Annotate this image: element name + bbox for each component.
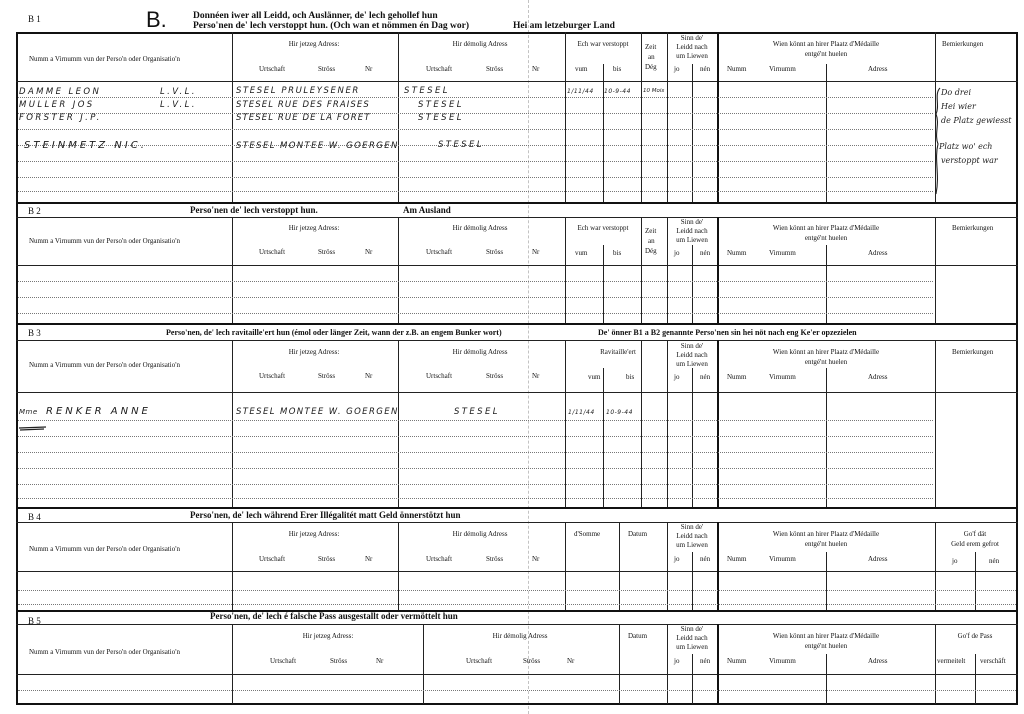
b5-top <box>16 610 1018 612</box>
b5-col-sinn: Sinn de' <box>680 625 704 633</box>
b5-col-name: Numm a Virnumm vun der Perso'n oder Organisatio'n <box>29 648 180 656</box>
b4-col-current-addr: Hir jetzeg Adress: <box>288 530 340 538</box>
b1-row1-old: STESEL <box>404 86 450 96</box>
form-title-location: Hei am letzeburger Land <box>513 21 615 31</box>
b4-col-sinn: Sinn de' <box>680 523 704 531</box>
b3-col-nen: nén <box>700 373 711 381</box>
b3-col-former-addr: Hir démolig Adress <box>452 348 508 356</box>
b1-row4-old: STESEL <box>438 140 484 150</box>
b1-col-virnumm: Virnumm <box>769 65 796 73</box>
b5-col-jo: jo <box>674 657 680 665</box>
b3-col-virnumm: Virnumm <box>769 373 796 381</box>
b4-col-gof: Go'f dät <box>963 530 987 538</box>
b1-col-name: Numm a Virnumm vun der Perso'n oder Organisatio'n <box>29 55 180 63</box>
b2-col-jo: jo <box>674 249 680 257</box>
b5-col-urtschaft: Urtschaft <box>270 657 297 665</box>
section-label-b2: B 2 <box>28 206 41 216</box>
b1-row4-name: STEINMETZ NIC. <box>24 140 147 151</box>
b2-col-hidden: Ech war verstoppt <box>577 224 629 232</box>
b4-col-name: Numm a Virnumm vun der Perso'n oder Organisatio'n <box>29 545 180 553</box>
b2-col-zeit: Zeit <box>645 227 657 235</box>
b3-col-bis: bis <box>626 373 635 381</box>
b5-col-adress: Adress <box>868 657 888 665</box>
b2-top <box>16 202 1018 204</box>
b4-col-numm: Numm <box>727 555 747 563</box>
b1-col-nr: Nr <box>365 65 373 73</box>
b1-col-zeit-deg: Dég <box>645 63 657 71</box>
b5-col-liewen: um Liewen <box>676 643 708 651</box>
b3-col-sinn: Sinn de' <box>680 342 704 350</box>
b2-col-name: Numm a Virnumm vun der Perso'n oder Organisatio'n <box>29 237 180 245</box>
b1-col-medal2: entgé'nt huelen <box>804 50 848 58</box>
b4-col-nr: Nr <box>365 555 373 563</box>
b5-col-nen: nén <box>700 657 711 665</box>
b5-col-vermeitelt: vermeitelt <box>937 657 966 665</box>
b1-top <box>16 32 1018 34</box>
b2-col-sinn: Sinn de' <box>680 218 704 226</box>
b3-row1-name: RENKER ANNE <box>46 406 151 417</box>
b3-col-urtschaft: Urtschaft <box>259 372 286 380</box>
b1-row2-old: STESEL <box>418 100 464 110</box>
b3-title: Perso'nen, de' lech ravitaille'ert hun (émol oder länger Zeit, wann der z.B. an engem Bunker wort) <box>166 328 502 337</box>
b3-row1-bis: 10-9-44 <box>606 409 633 416</box>
b3-col-stross: Ströss <box>318 372 336 380</box>
b3-col-name: Numm a Virnumm vun der Perso'n oder Organisatio'n <box>29 361 180 369</box>
strikethrough-mark <box>18 424 48 432</box>
b5-col-medal: Wien könnt an hirer Plaatz d'Médaille <box>772 632 880 640</box>
b4-col-gof2: Geld erem gefrot <box>951 540 999 548</box>
b2-col-bis: bis <box>613 249 622 257</box>
b5-col-numm: Numm <box>727 657 747 665</box>
b2-title-location: Am Ausland <box>403 205 451 215</box>
b1-col-sinn: Sinn de' <box>680 34 704 42</box>
b4-col-gof-jo: jo <box>952 557 958 565</box>
b2-col-nen: nén <box>700 249 711 257</box>
b4-col-medal2: entgé'nt huelen <box>804 540 848 548</box>
b4-top <box>16 507 1018 509</box>
b1-col-medal: Wien könnt an hirer Plaatz d'Médaille <box>772 40 880 48</box>
b1-col-leidd: Leidd nach <box>676 43 708 51</box>
b1-col-liewen: um Liewen <box>676 52 708 60</box>
frame-right <box>1016 32 1018 704</box>
b1-col-numm: Numm <box>727 65 747 73</box>
b3-row1-old: STESEL <box>454 407 500 417</box>
b2-col-vum: vum <box>575 249 588 257</box>
b1-remark-5: verstoppt war <box>941 156 998 165</box>
b2-col-current-addr: Hir jetzeg Adress: <box>288 224 340 232</box>
b4-col-leidd: Leidd nach <box>676 532 708 540</box>
b2-col-bemierkungen: Bemierkungen <box>952 224 994 232</box>
b1-row1-tag: L.V.L. <box>160 87 197 97</box>
b1-row1-zeit: 10 Mois <box>643 88 665 94</box>
b2-col-liewen: um Liewen <box>676 236 708 244</box>
b4-col-gof-nen: nén <box>989 557 1000 565</box>
b5-col-urtschaft2: Urtschaft <box>466 657 493 665</box>
remark-brace <box>932 84 944 202</box>
b3-col-medal2: entgé'nt huelen <box>804 358 848 366</box>
b3-col-liewen: um Liewen <box>676 360 708 368</box>
b2-col-medal2: entgé'nt huelen <box>804 234 848 242</box>
b3-row1-addr: STESEL MONTEE W. GOERGEN <box>236 407 399 417</box>
b3-col-stross2: Ströss <box>486 372 504 380</box>
b2-col-virnumm: Virnumm <box>769 249 796 257</box>
b2-col-zeit-an: an <box>648 237 655 245</box>
b1-row4-addr: STESEL MONTEE W. GOERGEN <box>236 141 399 151</box>
b3-col-adress: Adress <box>868 373 888 381</box>
b4-title: Perso'nen, de' lech während Erer Illégalitét matt Geld önnerstötzt hun <box>190 510 461 520</box>
b1-remark-3: de Platz gewiesst <box>941 116 1012 125</box>
b4-col-former-addr: Hir démolig Adress <box>452 530 508 538</box>
b1-col-stross: Ströss <box>318 65 336 73</box>
b4-col-liewen: um Liewen <box>676 541 708 549</box>
b3-col-nr2: Nr <box>532 372 540 380</box>
b2-col-numm: Numm <box>727 249 747 257</box>
b3-col-nr: Nr <box>365 372 373 380</box>
b4-col-datum: Datum <box>628 530 648 538</box>
form-letter: B. <box>146 7 167 32</box>
b4-col-adress: Adress <box>868 555 888 563</box>
b2-col-urtschaft2: Urtschaft <box>426 248 453 256</box>
b5-col-datum: Datum <box>628 632 648 640</box>
section-label-b1: B 1 <box>28 14 41 24</box>
b1-col-adress: Adress <box>868 65 888 73</box>
b1-row3-name: FORSTER J.P. <box>19 113 102 123</box>
b1-col-jo: jo <box>674 65 680 73</box>
b1-col-former-addr: Hir démolig Adress <box>452 40 508 48</box>
b4-col-urtschaft2: Urtschaft <box>426 555 453 563</box>
b4-col-somme: d'Somme <box>574 530 601 538</box>
b1-row1-name: DAMME LEON <box>19 87 102 97</box>
b1-col-zeit-an: an <box>648 53 655 61</box>
section-label-b4: B 4 <box>28 512 41 522</box>
b3-col-numm: Numm <box>727 373 747 381</box>
b3-row1-prefix: Mme <box>19 408 38 416</box>
b5-col-former-addr: Hir démolig Adress <box>492 632 548 640</box>
b2-col-former-addr: Hir démolig Adress <box>452 224 508 232</box>
b1-col-urtschaft2: Urtschaft <box>426 65 453 73</box>
b2-title: Perso'nen de' lech verstoppt hun. <box>190 205 318 215</box>
b1-col-nr2: Nr <box>532 65 540 73</box>
b1-col-zeit: Zeit <box>645 43 657 51</box>
b1-row2-name: MULLER JOS <box>19 100 95 110</box>
b3-col-rav: Ravitaille'ert <box>600 348 636 356</box>
b5-col-current-addr: Hir jetzeg Adress: <box>302 632 354 640</box>
fold-line <box>528 0 529 714</box>
b2-col-adress: Adress <box>868 249 888 257</box>
b5-col-nr2: Nr <box>567 657 575 665</box>
b5-bottom <box>16 703 1018 705</box>
b5-col-virnumm: Virnumm <box>769 657 796 665</box>
b3-col-bemierkungen: Bemierkungen <box>952 348 994 356</box>
b5-col-nr: Nr <box>376 657 384 665</box>
b2-col-nr: Nr <box>365 248 373 256</box>
b4-col-urtschaft: Urtschaft <box>259 555 286 563</box>
b1-col-stross2: Ströss <box>486 65 504 73</box>
b1-col-bis: bis <box>613 65 622 73</box>
b5-title: Perso'nen, de' lech é falsche Pass ausgestallt oder vermöttelt hun <box>210 611 458 621</box>
b1-remark-4: Platz wo' ech <box>939 142 993 151</box>
b3-col-vum: vum <box>588 373 601 381</box>
form-title-line2: Perso'nen de' lech verstoppt hun. (Och wan et nömmen én Dag wor) <box>193 21 470 31</box>
b5-col-medal2: entgé'nt huelen <box>804 642 848 650</box>
b1-col-nen: nén <box>700 65 711 73</box>
b4-col-medal: Wien könnt an hirer Plaatz d'Médaille <box>772 530 880 538</box>
b3-col-urtschaft2: Urtschaft <box>426 372 453 380</box>
b1-row1-bis: 10-9-44 <box>604 88 631 95</box>
b1-remark-2: Hei wier <box>941 102 976 111</box>
b5-col-leidd: Leidd nach <box>676 634 708 642</box>
b2-col-nr2: Nr <box>532 248 540 256</box>
b1-remark-1: Do drei <box>941 88 972 97</box>
b5-col-gof-pass: Go'f de Pass <box>957 632 993 640</box>
b1-col-urtschaft: Urtschaft <box>259 65 286 73</box>
b1-row1-addr: STESEL PRULEYSENER <box>236 86 360 96</box>
b3-top <box>16 323 1018 325</box>
b1-col-hidden: Ech war verstoppt <box>577 40 629 48</box>
b4-col-nr2: Nr <box>532 555 540 563</box>
b4-col-virnumm: Virnumm <box>769 555 796 563</box>
b5-col-stross: Ströss <box>330 657 348 665</box>
b5-col-verschaft: verschäft <box>980 657 1006 665</box>
b5-col-stross2: Ströss <box>523 657 541 665</box>
b1-col-bemierkungen: Bemierkungen <box>942 40 984 48</box>
b4-col-stross2: Ströss <box>486 555 504 563</box>
b1-col-current-addr: Hir jetzeg Adress: <box>288 40 340 48</box>
b1-row1-vum: 1/11/44 <box>567 88 594 95</box>
b2-col-zeit-deg: Dég <box>645 247 657 255</box>
b2-col-stross: Ströss <box>318 248 336 256</box>
b3-col-current-addr: Hir jetzeg Adress: <box>288 348 340 356</box>
b4-col-stross: Ströss <box>318 555 336 563</box>
b1-row3-old: STESEL <box>418 113 464 123</box>
section-label-b5: B 5 <box>28 616 41 626</box>
b1-row2-addr: STESEL RUE DES FRAISES <box>236 100 370 110</box>
section-label-b3: B 3 <box>28 328 41 338</box>
b3-col-jo: jo <box>674 373 680 381</box>
b2-col-urtschaft: Urtschaft <box>259 248 286 256</box>
b1-row3-addr: STESEL RUE DE LA FORET <box>236 113 371 123</box>
b3-col-leidd: Leidd nach <box>676 351 708 359</box>
b1-header-bottom <box>16 81 1018 82</box>
form-title-line1: Donnéen iwer all Leidd, och Auslänner, de' lech gehollef hun <box>193 11 438 21</box>
b3-col-medal: Wien könnt an hirer Plaatz d'Médaille <box>772 348 880 356</box>
b4-col-jo: jo <box>674 555 680 563</box>
b3-title-note: De' önner B1 a B2 genannte Perso'nen sin hei nöt nach eng Ke'er opzezielen <box>598 328 857 337</box>
b2-col-leidd: Leidd nach <box>676 227 708 235</box>
b1-row2-tag: L.V.L. <box>160 100 197 110</box>
b4-col-nen: nén <box>700 555 711 563</box>
b2-col-medal: Wien könnt an hirer Plaatz d'Médaille <box>772 224 880 232</box>
b1-col-vum: vum <box>575 65 588 73</box>
b2-col-stross2: Ströss <box>486 248 504 256</box>
b3-row1-vum: 1/11/44 <box>568 409 595 416</box>
